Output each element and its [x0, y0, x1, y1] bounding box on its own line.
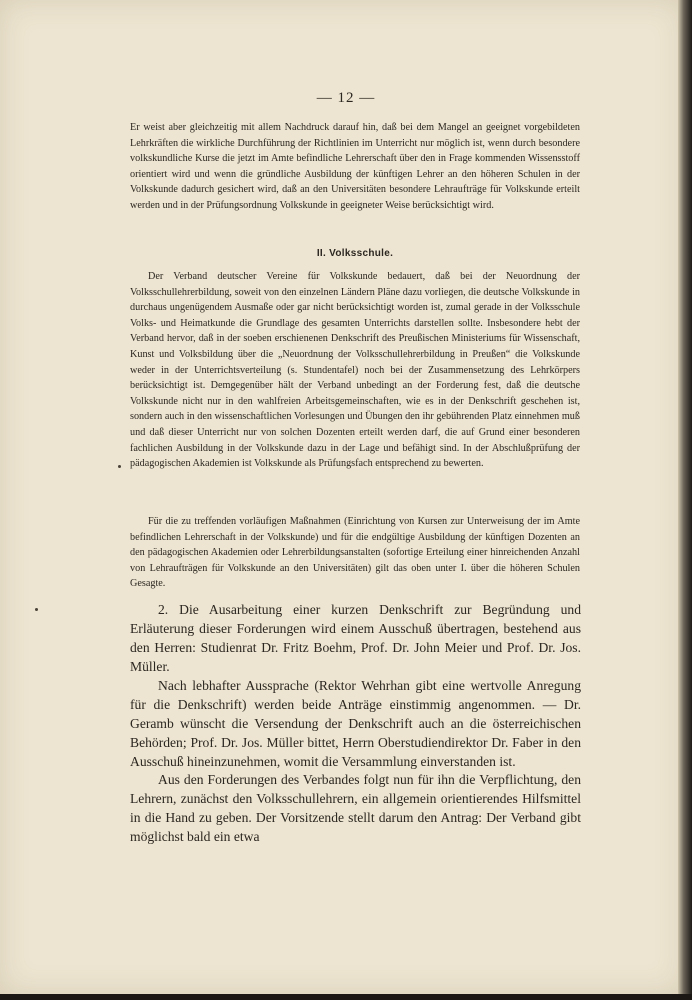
- paragraph-final: Aus den Forderungen des Verbandes folgt nun für ihn die Verpflichtung, den Lehrern, zunächst den Volksschullehrern, ein allgemein orientierendes Hilfsmittel in die Hand zu geben. Der Vorsitzende stellt darum den Antrag: Der Verband gibt möglichst bald ein etwa: [130, 772, 581, 844]
- intro-paragraph: Er weist aber gleichzeitig mit allem Nachdruck darauf hin, daß bei dem Mangel an geeignet vorgebildeten Lehrkräften die wirkliche Durchführung der Richtlinien im Unterricht nur möglich ist, wenn durch besondere volkskundliche Kurse die jetzt im Amte befindliche Lehrerschaft über den in Frage kommenden Wissensstoff orientiert wird und wenn die gründliche Ausbildung der künftigen Lehrer an den höheren Schulen in der Volkskunde dadurch gesichert wird, daß an den Universitäten besondere Lehraufträge für Volkskunde erteilt werden und in der Prüfungsordnung Volkskunde in geeigneter Weise berücksichtigt wird.: [130, 122, 580, 211]
- page-edge-right: [678, 0, 692, 1000]
- paragraph-discussion: Nach lebhafter Aussprache (Rektor Wehrhan gibt eine wertvolle Anregung für die Denkschrift) werden beide Anträge einstimmig angenommen. — Dr. Geramb wünscht die Versendung der Denkschrift auch an die österreichischen Behörden; Prof. Dr. Jos. Müller bittet, Herrn Oberstudiendirektor Dr. Faber in den Ausschuß hineinzunehmen, womit die Versammlung einverstanden ist.: [130, 678, 581, 769]
- page-edge-bottom: [0, 994, 692, 1000]
- margin-dot: [35, 608, 38, 611]
- section-paragraph-1: Der Verband deutscher Vereine für Volkskunde bedauert, daß bei der Neuordnung der Volksschullehrerbildung, soweit von den einzelnen Ländern Pläne dazu vorliegen, die deutsche Volkskunde in durchaus ungenügendem Ausmaße oder gar nicht berücksichtigt worden ist, zumal gerade in der Volksschule Volks- und Heimatkunde die Grundlage des gesamten Unterrichts darstellen sollte. Insbesondere hebt der Verband hervor, daß in der soeben erschienenen Denkschrift des Preußischen Ministeriums für Wissenschaft, Kunst und Volksbildung über die „Neuordnung der Volksschullehrerbildung in Preußen“ die Volkskunde weder in der Unterrichtsverteilung (s. Stundentafel) noch bei der Zusammensetzung des Lehrkörpers berücksichtigt ist. Demgegenüber hält der Verband unbedingt an der Forderung fest, daß die deutsche Volkskunde nicht nur in den wahlfreien Arbeitsgemeinschaften, wie es in der Denkschrift geschehen ist, sondern auch in den wissenschaftlichen Vorlesungen und Übungen den ihr gebührenden Platz einnehmen muß und daß dieser Unterricht nur von solchen Dozenten erteilt werden darf, die auf Grund einer besonderen fachlichen Ausbildung in der Volkskunde dazu in der Lage und befähigt sind. In der Abschlußprüfung der pädagogischen Akademien ist Volkskunde als Prüfungsfach entsprechend zu bewerten.: [130, 271, 580, 470]
- section-heading: II. Volksschule.: [316, 248, 394, 259]
- paragraph-point-2: 2. Die Ausarbeitung einer kurzen Denkschrift zur Begründung und Erläuterung dieser Forderungen wird einem Ausschuß übertragen, bestehend aus den Herren: Studienrat Dr. Fritz Boehm, Prof. Dr. John Meier und Prof. Dr. Jos. Müller.: [130, 602, 581, 674]
- margin-dot: [118, 465, 121, 468]
- section-paragraph-2: Für die zu treffenden vorläufigen Maßnahmen (Einrichtung von Kursen zur Unterweisung der im Amte befindlichen Lehrerschaft in der Volkskunde) und für die endgültige Ausbildung der künftigen Dozenten an den pädagogischen Akademien oder Lehrerbildungsanstalten (sofortige Erteilung einer hinreichenden Anzahl von Lehraufträgen für Volkskunde an den Universitäten) gilt das oben unter I. über die höheren Schulen Gesagte.: [130, 516, 580, 590]
- page-number: — 12 —: [316, 90, 376, 106]
